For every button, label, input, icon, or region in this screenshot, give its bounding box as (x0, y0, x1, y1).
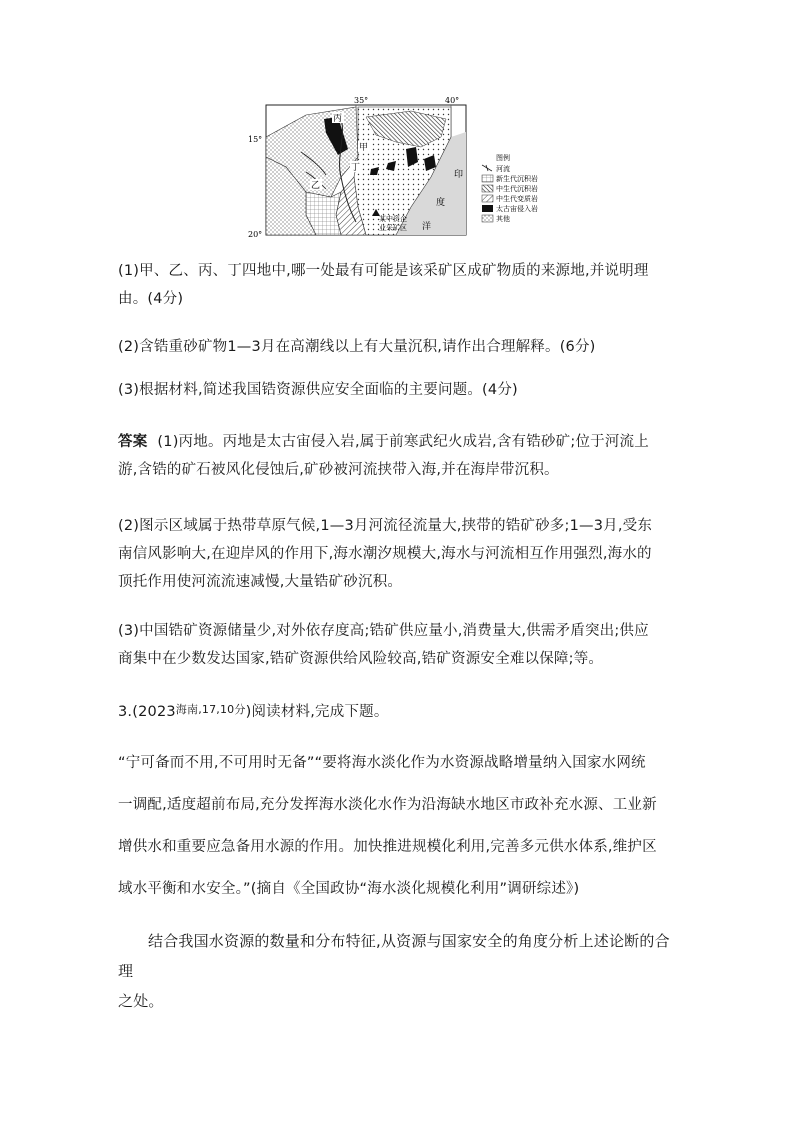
question-3-suffix: )阅读材料,完成下题。 (245, 704, 389, 720)
quote-line-1: “宁可备而不用,不可用时无备”“要将海水淡化作为水资源战略增量纳入国家水网统 (118, 755, 646, 771)
answer-label: 答案 (118, 434, 148, 450)
legend-item-mesozoic-meta: 中生代变质岩 (496, 195, 538, 203)
task-line-1: 结合我国水资源的数量和分布特征,从资源与国家安全的角度分析上述论断的合理 (118, 932, 670, 980)
question-1 (118, 257, 683, 313)
quote-line-4: 域水平衡和水安全。”(摘自《全国政协“海水淡化规模化利用”调研综述》) (118, 881, 580, 897)
legend-swatch-mesozoic-meta (482, 195, 493, 202)
region-label-bing: 丙 (333, 114, 343, 124)
task-line-2: 之处。 (118, 992, 164, 1010)
legend-item-other: 其他 (496, 215, 510, 223)
lon-label-35: 35° (354, 97, 369, 105)
question-3-prefix: 3.(2023 (118, 704, 176, 720)
question-3: (3)根据材料,简述我国锆资源供应安全面临的主要问题。(4分) (118, 382, 518, 398)
answer-3-line-2: 商集中在少数发达国家,锆矿资源供给风险较高,锆矿资源安全难以保障;等。 (118, 651, 604, 667)
region-label-jia: 甲 (359, 143, 369, 153)
legend-item-river: 河流 (496, 165, 510, 173)
answer-2-line-2: 南信风影响大,在迎岸风的作用下,海水潮汐规模大,海水与河流相互作用强烈,海水的 (118, 546, 652, 562)
legend-item-cenozoic: 新生代沉积岩 (496, 175, 538, 183)
answer-2 (118, 512, 683, 596)
river-legend-icon (482, 165, 492, 171)
legend-title: 图例 (496, 154, 510, 162)
mine-label-2: 业采矿区 (379, 224, 407, 232)
geology-map (246, 97, 546, 242)
answer-3-line-1: (3)中国锆矿资源储量少,对外依存度高;锆矿供应量小,消费量大,供需矛盾突出;供应 (118, 623, 649, 639)
quote-line-3: 增供水和重要应急备用水源的作用。加快推进规模化利用,完善多元供水体系,维护区 (118, 839, 657, 855)
region-label-yi: 乙 (311, 181, 321, 191)
answer-2-line-1: (2)图示区域属于热带草原气候,1—3月河流径流量大,挟带的锆矿砂多;1—3月,受东 (118, 518, 653, 534)
lat-label-15: 15° (248, 135, 263, 144)
sea-label-3: 洋 (422, 222, 432, 232)
question-1-line-2: 由。(4分) (118, 291, 184, 307)
lat-label-20: 20° (248, 230, 263, 239)
legend-swatch-mesozoic-sed (482, 185, 493, 192)
legend-swatch-cenozoic (482, 175, 493, 182)
answer-1-line-2: 游,含锆的矿石被风化侵蚀后,矿砂被河流挟带入海,并在海岸带沉积。 (118, 462, 559, 478)
question-3-source: 海南,17,10分 (175, 703, 246, 716)
question-3-task (118, 926, 683, 1016)
legend-item-archean: 太古宙侵入岩 (496, 205, 538, 213)
map-legend (482, 153, 538, 223)
sea-label-2: 度 (436, 198, 446, 208)
question-2: (2)含锆重砂矿物1—3月在高潮线以上有大量沉积,请作出合理解释。(6分) (118, 339, 596, 355)
map-figure (246, 97, 546, 242)
question-1-line-1: (1)甲、乙、丙、丁四地中,哪一处最有可能是该采矿区成矿物质的来源地,并说明理 (118, 263, 649, 279)
sea-label-1: 印 (454, 170, 464, 180)
legend-swatch-other (482, 215, 493, 222)
legend-swatch-archean (482, 205, 493, 212)
region-label-ding: 丁 (351, 163, 361, 173)
mine-label-1: 某中资企 (379, 215, 407, 223)
lon-label-40: 40° (445, 97, 460, 105)
answer-3 (118, 617, 683, 673)
answer-1-line-1: (1)丙地。丙地是太古宙侵入岩,属于前寒武纪火成岩,含有锆砂矿;位于河流上 (157, 434, 649, 450)
answer-1 (118, 428, 683, 484)
answer-2-line-3: 顶托作用使河流流速减慢,大量锆矿砂沉积。 (118, 574, 403, 590)
legend-item-mesozoic-sed: 中生代沉积岩 (496, 185, 538, 193)
material-quote (118, 742, 688, 910)
quote-line-2: 一调配,适度超前布局,充分发挥海水淡化水作为沿海缺水地区市政补充水源、工业新 (118, 797, 657, 813)
question-3-header (118, 698, 683, 727)
